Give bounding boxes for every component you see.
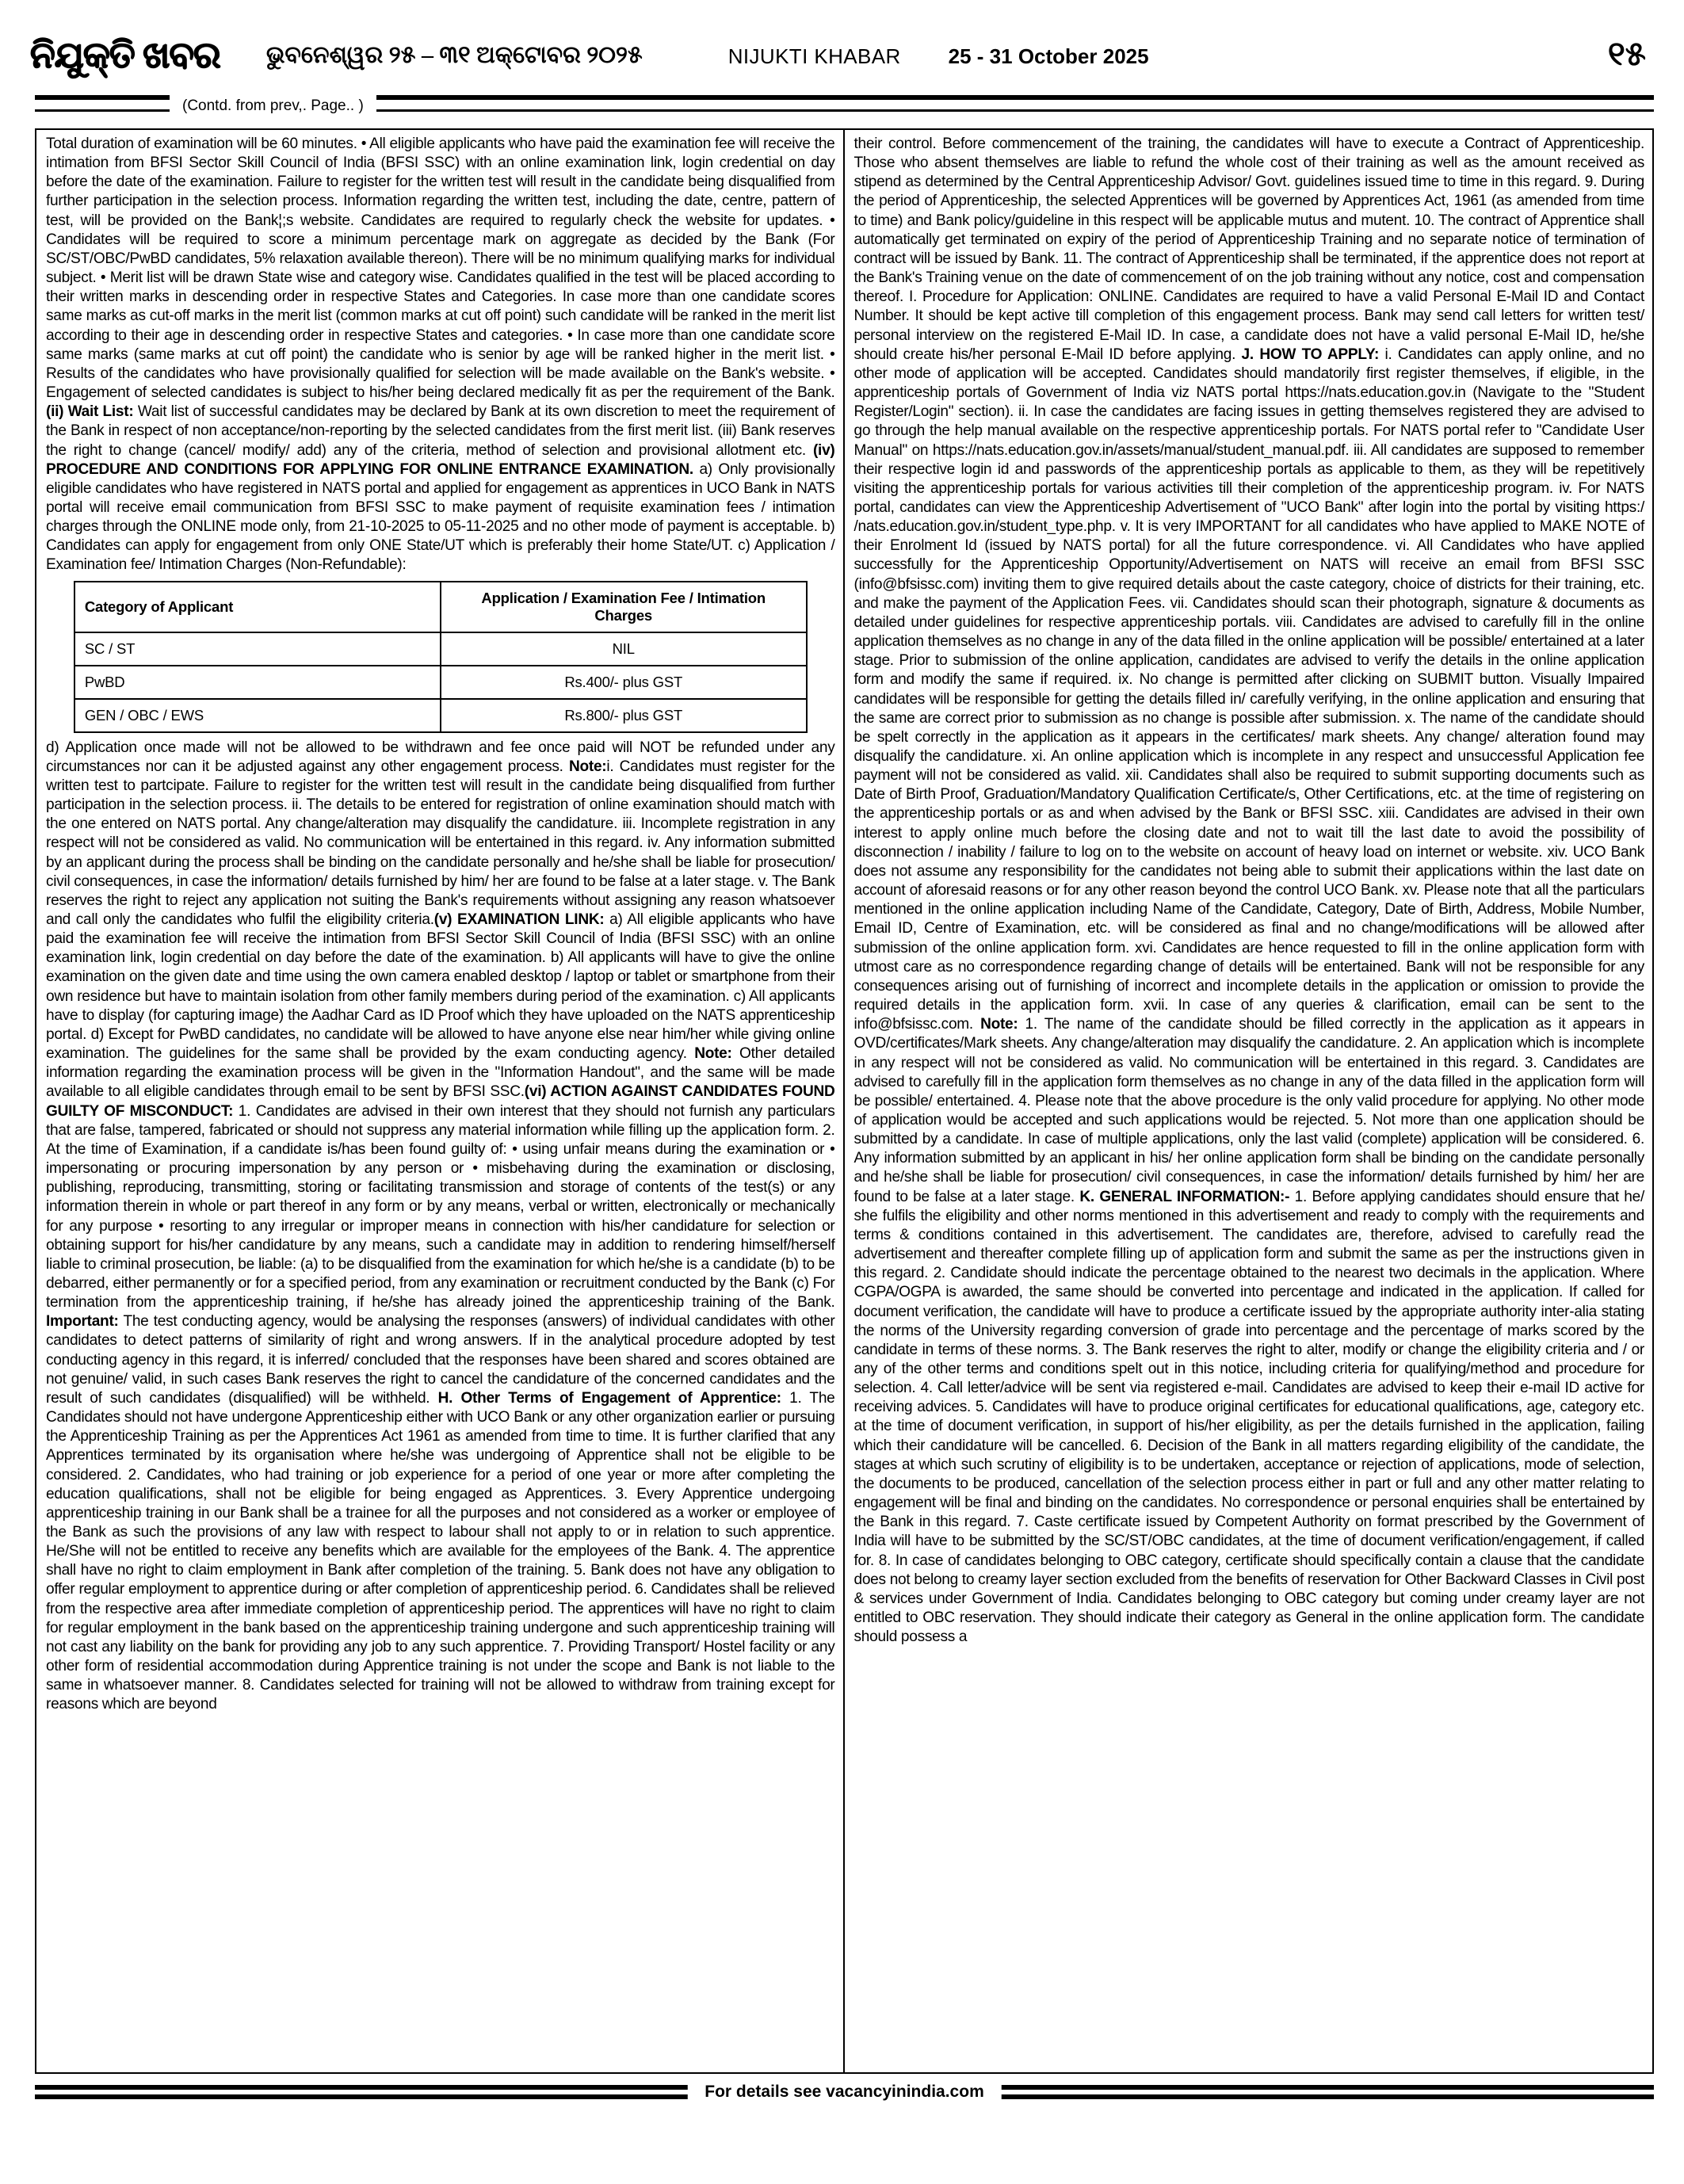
left-column [36,130,845,2072]
fee-table-header-row [74,582,807,632]
masthead-paper-name: NIJUKTI KHABAR [727,44,901,68]
left-bold-note-2: Note: [694,1045,732,1063]
masthead-divider [35,94,1654,125]
footer-credit: For details see vacancyinindia.com [687,2079,1001,2106]
right-bold-note: Note: [980,1016,1018,1033]
left-bold-misconduct: (vi) ACTION AGAINST CANDIDATES FOUND GUILTY OF MISCONDUCT: [46,1083,835,1120]
left-para-1: Total duration of examination will be 60 minutes. • All eligible applicants who have paid the examination fee will receive the intimation from BFSI Sector Skill Council of India (BFSI SSC) with an online examination link, login credential on day before the date of the examination. Failure to register for the written test will result in the candidate being disqualified from further participation in the selection process. Information regarding the written test, including the date, centre, pattern of test, will be provided on the Bank¦;s website. Candidates are required to regularly check the website for updates. • Candidates will be required to score a minimum percentage mark on aggregate as decided by the Bank (For SC/ST/OBC/PwBD candidates, 5% relaxation available thereon). There will be no minimum qualifying marks for individual subject. • Merit list will be drawn State wise and category wise. Candidates qualified in the test will be placed according to their written marks in descending order in respective States and Categories. In case more than one candidate scores same marks as cut-off marks in the merit list (common marks at cut off point) such candidate will be ranked in the merit list according to their age in descending order in respective States and categories. • In case more than one candidate score same marks (same marks at cut off point) the candidate who is senior by age will be ranked higher in the merit list. • Results of the candidates who have provisionally qualified for selection will be made available on the Bank's website. • Engagement of selected candidates is subject to his/her being declared medically fit as per the requirement of the Bank. [46,136,835,402]
left-para-4-pre: d) Application once made will not be allowed to be withdrawn and fee once paid will NOT be refunded under any circumstances nor can it be adjusted against any other engagement process. [46,739,835,775]
left-para-9: 1. The Candidates should not have undergone Apprenticeship either with UCO Bank or any other organization earlier or pursuing the Apprenticeship Training as per the Apprentices Act 1961 as amended from time to time. It is further clarified that any Apprentices terminated by its organisation where he/she was undergoing of Apprentice shall not be eligible to be considered. 2. Candidates, who had training or job experience for a period of one year or more after completing the education qualifications, shall not be eligible for being engaged as Apprentices. 3. Every Apprentice undergoing apprenticeship training in our Bank shall be a trainee for all the purposes and not considered as a worker or employee of the Bank as such the provisions of any law with respect to labour shall not apply to or in relation to such apprentice. He/She will not be entitled to receive any benefits which are available for the employees of the Bank. 4. The apprentice shall have no right to claim employment in Bank after completion of the training. 5. Bank does not have any obligation to offer regular employment to apprentice during or after completion of apprenticeship period. 6. Candidates shall be relieved from the respective area after immediate completion of apprenticeship period. The apprentices will have no right to claim for regular employment in the bank based on the apprenticeship training undergone and such apprenticeship training will not cast any liability on the bank for providing any job to any such apprentice. 7. Providing Transport/ Hostel facility or any other form of residential accommodation during Apprentice training is not under the scope and Bank is not liable to the same in whatsoever manner. 8. Candidates selected for training will not be allowed to withdraw from training except for reasons which are beyond [46,1389,835,1713]
left-bold-important: Important: [46,1313,119,1331]
left-bold-procedure: (iv) PROCEDURE AND CONDITIONS FOR APPLYING FOR ONLINE ENTRANCE EXAMINATION. [46,441,835,478]
left-bold-exam-link: (v) EXAMINATION LINK: [433,911,605,928]
fee-table-head [74,582,807,632]
page-number: ୧୫ [1607,36,1646,73]
right-para-2: i. Candidates can apply online, and no other mode of application will be accepted. Candidates should mandatorily first register themselves, if eligible, in the apprenticeship portals of Government of India viz NATS portal https://nats.education.gov.in (Navigate to the "Student Register/Login" section). ii. In case the candidates are facing issues in getting themselves registered they are advised to go through the help manual available on the respective apprenticeship portals. For NATS portal refer to "Candidate User Manual" on https://nats.education.gov.in/assets/manual/student_manual.pdf. iii. All candidates are supposed to remember their respective login id and passwords of the apprenticeship portals as applicable to them, as they will be repetitively visiting the apprenticeship portals for various activities till their completion of the apprenticeship program. iv. For NATS portal, candidates can view the Apprenticeship Advertisement of "UCO Bank" after login into the portal by visiting https:/ /nats.education.gov.in/student_type.php. v. It is very IMPORTANT for all candidates who have applied to MAKE NOTE of their Enrolment Id (issued by NATS portal) for all the future correspondence. vi. All Candidates who have applied successfully for the Apprenticeship Opportunity/Advertisement on NATS will receive an email from BFSI SSC (info@bfsissc.com) inviting them to give required details about the caste category, choice of districts for their training, etc. and make the payment of the Application Fees. vii. Candidates should scan their photograph, signature & documents as detailed under guidelines for respective apprenticeship portals. viii. Candidates are advised to carefully fill in the online application themselves as no change in any of the data filled in the online application will be possible/ entertained at a later stage. Prior to submission of the online application, candidates are advised to verify the details in the online application form and modify the same if required. ix. No change is permitted after clicking on SUBMIT button. Visually Impaired candidates will be responsible for getting the details filled in/ carefully verifying, in the online application and ensuring that the same are correct prior to submission as no change is possible after submission. x. The name of the candidate should be spelt correctly in the application as it appears in the certificates/ mark sheets. Any change/ alteration found may disqualify the candidature. xi. An online application which is incomplete in any respect and unsuccessful Application fee payment will not be considered as valid. xii. Candidates shall also be required to submit supporting documents such as Date of Birth Proof, Graduation/Mandatory Qualification Certificate/s, Other Certifications, etc. at the time of registering on the apprenticeship portals or as and when advised by the Bank or BFSI SSC. xiii. Candidates are advised in their own interest to apply online much before the closing date and not to wait till the last date to avoid the possibility of disconnection / inability / failure to log on to the website on account of heavy load on internet or website. xiv. UCO Bank does not assume any responsibility for the candidates not being able to submit their applications within the last date on account of aforesaid reasons or for any other reason beyond the control UCO Bank. xv. Please note that all the particulars mentioned in the online application including Name of the Candidate, Category, Date of Birth, Address, Mobile Number, Email ID, Centre of Examination, etc. will be considered as final and no change/modifications will be allowed after submission of the online application form. xvi. Candidates are hence requested to fill in the online application form with utmost care as no correspondence regarding change of details will be entertained. Bank will not be responsible for any consequences arising out of furnishing of incorrect and incomplete details in the application or omission to provide the required details in the application form. xvii. In case of any queries & clarification, email can be sent to the info@bfsissc.com. [853,346,1645,1033]
fee-row-category: SC / ST [74,632,441,666]
right-bold-general-info: K. GENERAL INFORMATION:- [1079,1188,1290,1205]
right-para-1: their control. Before commencement of the training, the candidates will have to execute a Contract of Apprenticeship. Those who absent themselves are liable to refund the whole cost of their training as well as the amount received as stipend as determined by the Central Apprenticeship Advisor/ Govt. guidelines issued time to time in this regard. 9. During the period of Apprenticeship, the selected Apprentices will be governed by Apprentices Act, 1961 (as amended from time to time) and Bank policy/guideline in this respect will be applicable mutus and mutent. 10. The contract of Apprentice shall automatically get terminated on expiry of the period of Apprenticeship Training and no separate notice of termination of contract will be issued by Bank. 11. The contract of Apprenticeship shall be terminated, if the apprentice does not report at the Bank's Training venue on the date of commencement of on the job training without any notice, cost and compensation thereof. I. Procedure for Application: ONLINE. Candidates are required to have a valid Personal E-Mail ID and Contact Number. It should be kept active till completion of this engagement process. Bank may send call letters for written test/ personal interview on the registered E-Mail ID. In case, a candidate does not have a valid personal E-Mail ID, he/she should create his/her personal E-Mail ID before applying. [853,136,1644,363]
fee-row-amount: Rs.400/- plus GST [441,666,807,699]
masthead-odia-date: ଭୁବନେଶ୍ୱର ୨୫ – ୩୧ ଅକ୍ଟୋବର ୨୦୨୫ [265,42,643,68]
left-para-6: Other detailed information regarding the examination process will be given in the "Information Handout", and the same will be made available to all eligible candidates through email to be sent by BFSI SSC. [46,1045,835,1101]
fee-table-body [74,632,807,732]
fee-table-header-fee: Application / Examination Fee / Intimation Charges [441,582,807,632]
masthead [0,0,1684,94]
continuation-label: (Contd. from prev,. Page.. ) [170,95,376,117]
right-column [845,130,1653,2072]
left-para-5: a) All eligible applicants who have paid the examination fee will receive the intimation from BFSI Sector Skill Council of India (BFSI SSC) with an online examination link, login credential on day before the date of the examination. b) All applicants will have to give the online examination on the given date and time using the own camera enabled desktop / laptop or tablet or smartphone from their own residence but have to maintain isolation from other family members during period of the examination. c) All applicants have to display (for capturing image) the Aadhar Card as ID Proof which they have uploaded on the NATS apprenticeship portal. d) Except for PwBD candidates, no candidate will be allowed to have anyone else near him/her while giving online examination. The guidelines for the same shall be provided by the exam conducting agency. [46,911,835,1063]
paragraph-block [46,135,835,575]
right-para-3: 1. The name of the candidate should be filled correctly in the application as it appears in OVD/certificates/Mark sheets. Any change/alteration may disqualify the candidature. 2. An application which is incomplete in any respect will not be considered as valid. No communication will be entertained in this regard. 3. Candidates are advised to carefully fill in the application form themselves as no change in any of the data filled in the application form will be possible/ entertained. 4. Please note that the above procedure is the only valid procedure for applying. No other mode of application would be accepted and such applications would be rejected. 5. Not more than one application should be submitted by a candidate. In case of multiple applications, only the last valid (complete) application will be considered. 6. Any information submitted by an applicant in his/ her online application form shall be binding on the candidate personally and he/she shall be liable for prosecution/ civil consequences, in case the information/ details furnished by him/ her are found to be false at a later stage. [853,1016,1644,1205]
fee-row-category: GEN / OBC / EWS [74,699,441,732]
page-footer [35,2074,1654,2120]
left-bold-note: Note: [568,758,607,775]
fee-row-category: PwBD [74,666,441,699]
fee-row-amount: NIL [441,632,807,666]
article-body [35,128,1654,2074]
right-bold-how-to-apply: J. HOW TO APPLY: [1241,346,1380,363]
paragraph-block [46,739,835,1715]
left-para-3: a) Only provisionally eligible candidates who have registered in NATS portal and applied for engagement as apprentices in UCO Bank in NATS portal will receive email communication from BFSI SSC to make payment of requisite examination fees / intimation charges through the ONLINE mode only, from 21-10-2025 to 05-11-2025 and no other mode of payment is acceptable. b) Candidates can apply for engagement from only ONE State/UT which is preferably their home State/UT. c) Application / Examination fee/ Intimation Charges (Non-Refundable): [46,460,835,574]
table-row [74,666,807,699]
left-bold-other-terms: H. Other Terms of Engagement of Apprentice: [437,1389,781,1407]
masthead-english-date: 25 - 31 October 2025 [948,44,1149,68]
right-para-4: 1. Before applying candidates should ensure that he/ she fulfils the eligibility and other norms mentioned in this advertisement and ready to comply with the requirements and terms & conditions contained in this advertisement. The candidates are, therefore, advised to carefully read the advertisement and thereafter complete filling up of application form and submit the same as per the instructions given in this regard. 2. Candidate should indicate the percentage obtained to the nearest two decimals in the application. Where CGPA/OGPA is awarded, the same should be converted into percentage and indicated in the application. If called for document verification, the candidate will have to produce a certificate issued by the appropriate authority inter-alia stating the norms of the University regarding conversion of grade into percentage and the percentage of marks scored by the candidate in terms of these norms. 3. The Bank reserves the right to alter, modify or change the eligibility criteria and / or any of the other terms and conditions spelt out in this notice, including criteria for qualifying/method and procedure for selection. 4. Call letter/advice will be sent via registered e-mail. Candidates are advised to keep their e-mail ID active for receiving advices. 5. Candidates will have to produce original certificates for educational qualifications, age, category etc. at the time of document verification, in support of his/her eligibility, as per the details furnished in the application, failing which their candidature will be cancelled. 6. Decision of the Bank in all matters regarding eligibility of the candidate, the stages at which such scrutiny of eligibility is to be undertaken, acceptance or rejection of applications, mode of selection, the documents to be produced, cancellation of the selection process either in part or full and any other matter relating to engagement will be final and binding on the candidates. No correspondence or personal enquiries shall be entertained by the Bank in this regard. 7. Caste certificate issued by Competent Authority on format prescribed by the Government of India will have to be submitted by the SC/ST/OBC candidates, at the time of document verification/engagement, if called for. 8. In case of candidates belonging to OBC category, certificate should specifically contain a clause that the candidate does not belong to creamy layer section excluded from the benefits of reservation for Other Backward Classes in Civil post & services under Government of India. Candidates belonging to OBC category but coming under creamy layer are not entitled to OBC reservation. They should indicate their category as General in the online application form. The candidate should possess a [853,1188,1645,1646]
fee-table-header-category: Category of Applicant [74,582,441,632]
left-para-2: Wait list of successful candidates may be declared by Bank at its own discretion to meet the requirement of the Bank in respect of non acceptance/non-reporting by the selected candidates from the first merit list. (iii) Bank reserves the right to change (cancel/ modify/ add) any of the criteria, method of selection and provisional allotment etc. [46,403,835,459]
fee-row-amount: Rs.800/- plus GST [441,699,807,732]
table-row [74,632,807,666]
paragraph-block [854,135,1645,1647]
left-bold-wait-list: (ii) Wait List: [46,403,134,421]
left-para-4: i. Candidates must register for the written test to partcipate. Failure to register for the written test will result in the candidate being disqualified from further participation in the selection process. ii. The details to be entered for registration of online examination should match with the one entered on NATS portal. Any change/alteration may disqualify the candidature. iii. Incomplete registration in any respect will not be considered as valid. No communication will be entertained in this regard. iv. Any information submitted by an applicant during the process shall be binding on the candidate personally and he/she shall be liable for prosecution/ civil consequences, in case the information/ details furnished by him/ her are found to be false at a later stage. v. The Bank reserves the right to reject any application not suiting the Bank's requirements without assigning any reason whatsoever and call only the candidates who fulfil the eligibility criteria. [46,758,835,928]
left-para-7: 1. Candidates are advised in their own interest that they should not furnish any particulars that are false, tampered, fabricated or should not suppress any material information while filling up the application form. 2. At the time of Examination, if a candidate is/has been found guilty of: • using unfair means during the examination or • impersonating or procuring impersonation by any person or • misbehaving during the examination or disclosing, publishing, reproducing, transmitting, storing or facilitating transmission and storage of contents of the test(s) or any information therein in whole or part thereof in any form or by any means, verbal or written, electronically or mechanically for any purpose • resorting to any irregular or improper means in connection with his/her candidature for selection or obtaining support for his/her candidature by any means, such a candidate may in addition to rendering himself/herself liable to criminal prosecution, be liable: (a) to be disqualified from the examination for which he/she is a candidate (b) to be debarred, either permanently or for a specified period, from any examination or recruitment conducted by the Bank (c) For termination from the apprenticeship training, if he/she has already joined the apprenticeship training of the Bank. [46,1102,835,1312]
fee-table [74,581,808,733]
table-row [74,699,807,732]
left-para-8: The test conducting agency, would be analysing the responses (answers) of individual candidates with other candidates to detect patterns of similarity of right and wrong answers. If in the analytical procedure adopted by test conducting agency in this regard, it is inferred/ concluded that the responses have been shared and scores obtained are not genuine/ valid, in such cases Bank reserves the right to cancel the candidature of the concerned candidates and the result of such candidates (disqualified) will be withheld. [46,1313,835,1407]
masthead-logo: ନିଯୁକ୍ତି ଖବର [30,35,220,75]
